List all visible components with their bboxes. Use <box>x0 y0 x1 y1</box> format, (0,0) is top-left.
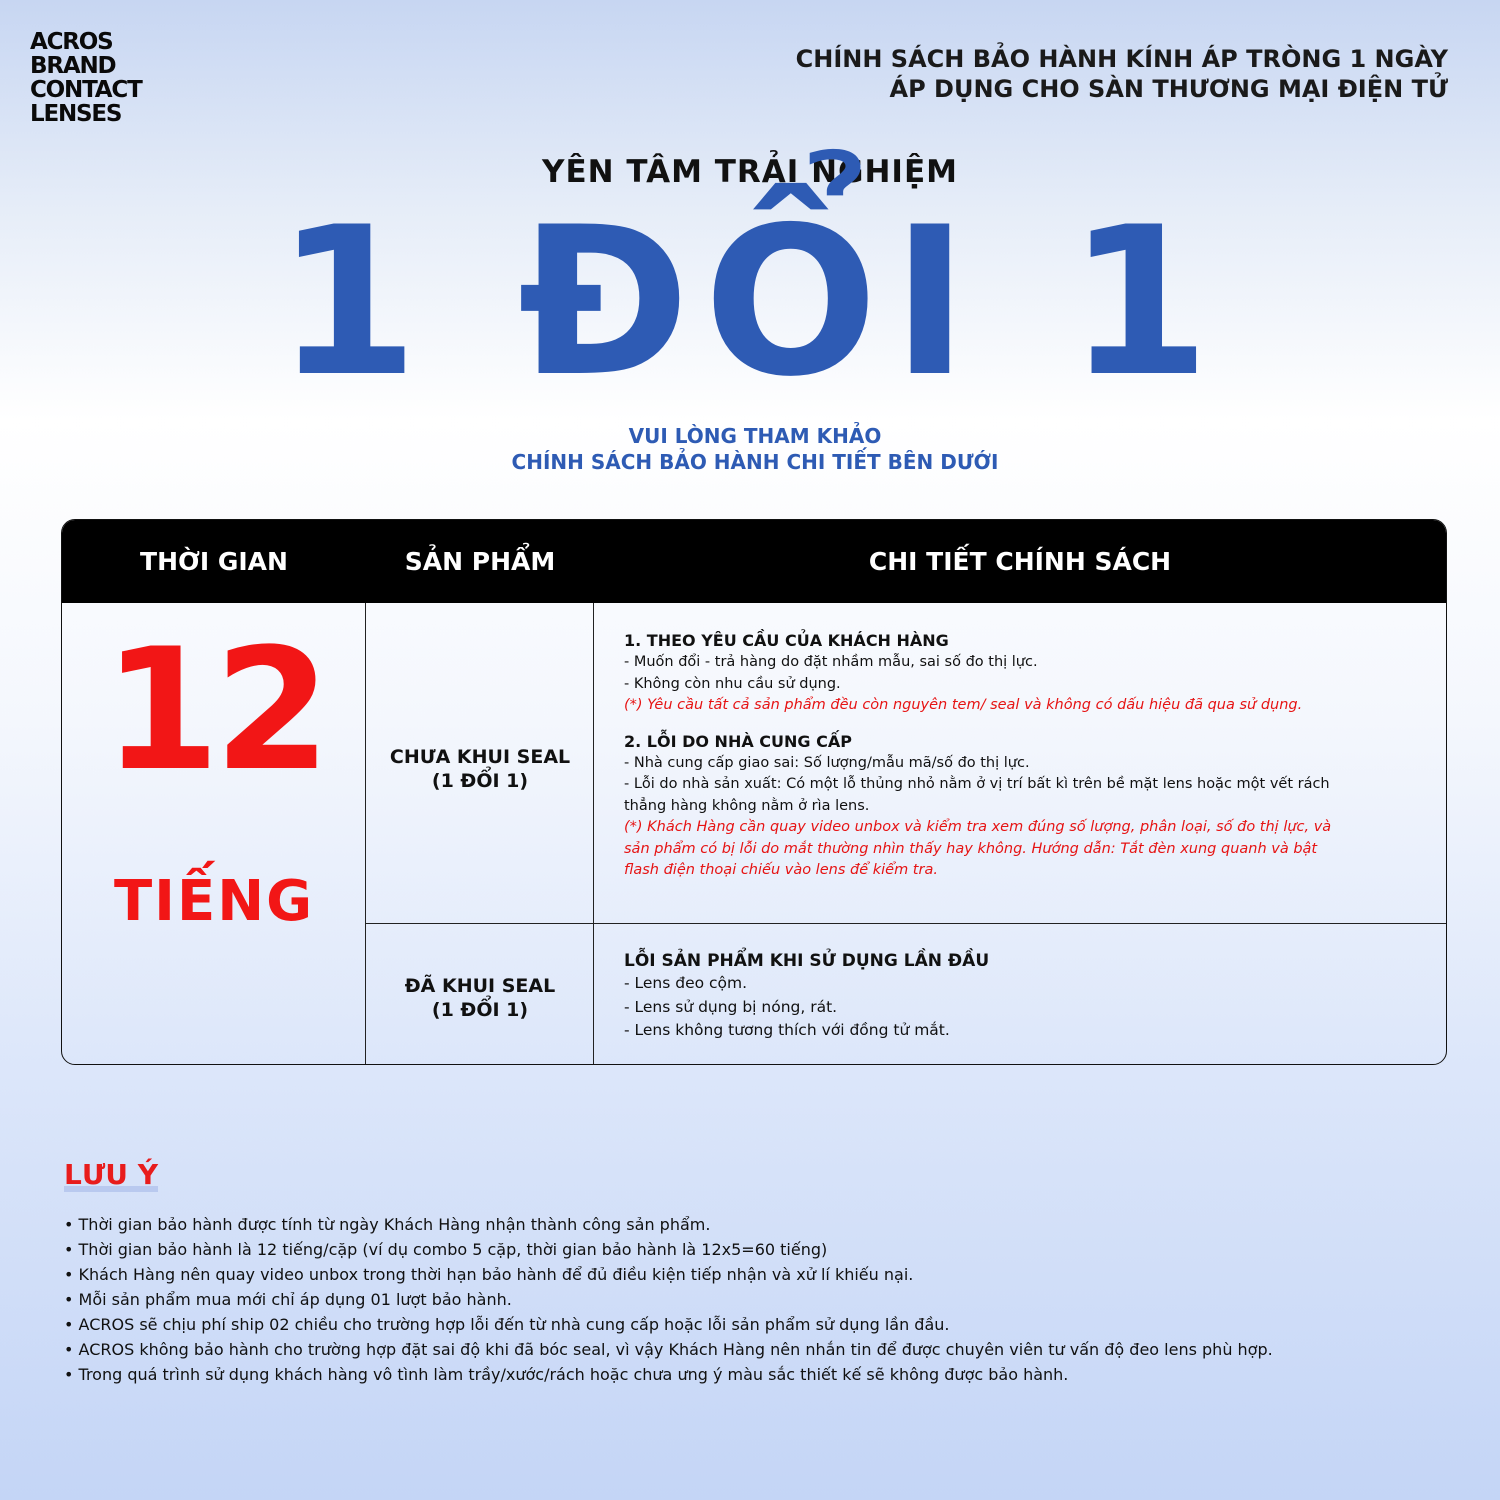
subtitle-line-1: VUI LÒNG THAM KHẢO <box>628 424 882 448</box>
note-item: • Mỗi sản phẩm mua mới chỉ áp dụng 01 lượt bảo hành. <box>64 1290 512 1309</box>
policy-note: (*) Khách Hàng cần quay video unbox và kiểm tra xem đúng số lượng, phân loại, số đo thị lực, và <box>624 819 1332 835</box>
header-title <box>796 44 1448 104</box>
header-policy: CHI TIẾT CHÍNH SÁCH <box>868 547 1172 576</box>
policy-line: - Muốn đổi - trả hàng do đặt nhầm mẫu, sai số đo thị lực. <box>624 654 1038 670</box>
policy-note: (*) Yêu cầu tất cả sản phẩm đều còn nguyên tem/ seal và không có dấu hiệu đã qua sử dụng. <box>624 697 1303 713</box>
policy-table <box>61 519 1447 1065</box>
table-header <box>62 520 1446 603</box>
note-item: • ACROS không bảo hành cho trường hợp đặt sai độ khi đã bóc seal, vì vậy Khách Hàng nên nhắn tin để được chuyên viên tư vấn độ đeo lens phù hợp. <box>64 1340 1273 1359</box>
policy-line: thẳng hàng không nằm ở rìa lens. <box>624 797 870 814</box>
policy-line: - Lens đeo cộm. <box>624 974 748 992</box>
product-sublabel: (1 ĐỔI 1) <box>431 999 529 1021</box>
hero-tagline: YÊN TÂM TRẢI NGHIỆM <box>542 154 958 190</box>
policy-unsealed <box>624 630 1424 882</box>
header-time: THỜI GIAN <box>140 547 288 576</box>
hero-subtitle <box>0 423 1500 475</box>
note-item: • Thời gian bảo hành được tính từ ngày Khách Hàng nhận thành công sản phẩm. <box>64 1215 711 1234</box>
note-item: • Khách Hàng nên quay video unbox trong thời hạn bảo hành để đủ điều kiện tiếp nhận và xử lí khiếu nại. <box>64 1265 914 1284</box>
notes-list <box>64 1212 1464 1387</box>
warranty-hours-value: 12 <box>103 612 325 808</box>
logo-line: ACROS <box>30 29 113 55</box>
policy-line: - Lens sử dụng bị nóng, rát. <box>624 997 838 1016</box>
subtitle-line-2: CHÍNH SÁCH BẢO HÀNH CHI TIẾT BÊN DƯỚI <box>511 450 999 474</box>
notes-title: LƯU Ý <box>64 1158 158 1191</box>
product-unsealed <box>366 745 594 793</box>
brand-logo <box>30 30 142 126</box>
product-sublabel: (1 ĐỔI 1) <box>431 770 529 792</box>
product-label: ĐÃ KHUI SEAL <box>404 975 556 997</box>
header-line-2: ÁP DỤNG CHO SÀN THƯƠNG MẠI ĐIỆN TỬ <box>889 75 1448 103</box>
policy-line: - Lỗi do nhà sản xuất: Có một lỗ thủng nhỏ nằm ở vị trí bất kì trên bề mặt lens hoặc một vết rách <box>624 776 1330 792</box>
logo-line: LENSES <box>30 101 122 127</box>
note-item: • Trong quá trình sử dụng khách hàng vô tình làm trầy/xước/rách hoặc chưa ưng ý màu sắc thiết kế sẽ không được bảo hành. <box>64 1365 1069 1384</box>
policy-note: flash điện thoại chiếu vào lens để kiểm tra. <box>624 862 938 878</box>
row-divider <box>366 923 1447 924</box>
header-product: SẢN PHẨM <box>404 547 556 576</box>
policy-note: sản phẩm có bị lỗi do mắt thường nhìn thấy hay không. Hướng dẫn: Tắt đèn xung quanh và bật <box>624 840 1318 857</box>
product-label: CHƯA KHUI SEAL <box>389 746 571 768</box>
policy-opened <box>624 950 1424 1043</box>
hero-title: 1 ĐỔI 1 <box>275 184 1225 422</box>
policy-line: - Nhà cung cấp giao sai: Số lượng/mẫu mã/số đo thị lực. <box>624 754 1030 771</box>
policy-section-title: 1. THEO YÊU CẦU CỦA KHÁCH HÀNG <box>624 631 949 650</box>
policy-section-title: 2. LỖI DO NHÀ CUNG CẤP <box>624 731 852 751</box>
logo-line: BRAND <box>30 53 116 79</box>
note-item: • ACROS sẽ chịu phí ship 02 chiều cho trường hợp lỗi đến từ nhà cung cấp hoặc lỗi sản phẩm sử dụng lần đầu. <box>64 1315 950 1334</box>
header-line-1: CHÍNH SÁCH BẢO HÀNH KÍNH ÁP TRÒNG 1 NGÀY <box>795 45 1448 73</box>
logo-line: CONTACT <box>30 77 142 103</box>
policy-line: - Lens không tương thích với đồng tử mắt. <box>624 1021 950 1039</box>
warranty-hours-unit: TIẾNG <box>113 869 315 934</box>
policy-section-title: LỖI SẢN PHẨM KHI SỬ DỤNG LẦN ĐẦU <box>624 951 990 971</box>
policy-line: - Không còn nhu cầu sử dụng. <box>624 675 841 692</box>
product-opened <box>366 974 594 1022</box>
note-item: • Thời gian bảo hành là 12 tiếng/cặp (ví dụ combo 5 cặp, thời gian bảo hành là 12x5=60 tiếng) <box>64 1240 828 1259</box>
